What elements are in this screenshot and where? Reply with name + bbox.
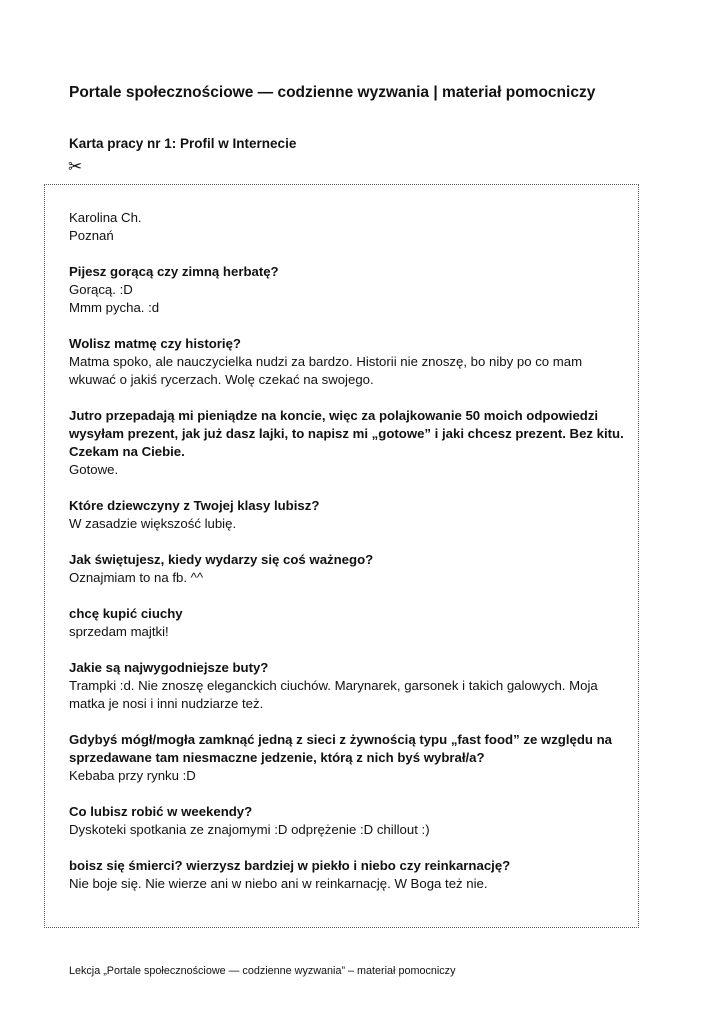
qa-item	[69, 263, 624, 317]
answer: W zasadzie większość lubię.	[69, 516, 237, 531]
question: chcę kupić ciuchy	[69, 606, 183, 621]
question: Co lubisz robić w weekendy?	[69, 804, 253, 819]
answer: sprzedam majtki!	[69, 624, 169, 639]
footer-text: Lekcja „Portale społecznościowe — codzienne wyzwania” – materiał pomocniczy	[69, 965, 456, 977]
question: Gdybyś mógł/mogła zamknąć jedną z sieci z żywnością typu „fast food” ze względu na sprzedawane tam niesmaczne jedzenie, którą z nich byś wybrał/a?	[69, 732, 613, 765]
answer: Oznajmiam to na fb. ^^	[69, 570, 204, 585]
question: Wolisz matmę czy historię?	[69, 336, 241, 351]
answer: Kebaba przy rynku :D	[69, 768, 196, 783]
question: Jak świętujesz, kiedy wydarzy się coś ważnego?	[69, 552, 374, 567]
answer: Matma spoko, ale nauczycielka nudzi za bardzo. Historii nie znoszę, bo niby po co mam wkuwać o jakiś rycerzach. Wolę czekać na swojego.	[69, 354, 583, 387]
qa-item	[69, 803, 624, 839]
worksheet-title: Karta pracy nr 1: Profil w Internecie	[69, 136, 297, 151]
qa-item	[69, 659, 624, 713]
qa-item	[69, 497, 624, 533]
question: Pijesz gorącą czy zimną herbatę?	[69, 264, 279, 279]
answer: Dyskoteki spotkania ze znajomymi :D odprężenie :D chillout :)	[69, 822, 430, 837]
question: Które dziewczyny z Twojej klasy lubisz?	[69, 498, 320, 513]
answer-line: Gorącą. :D	[69, 282, 133, 297]
qa-item	[69, 605, 624, 641]
qa-item	[69, 335, 624, 389]
question: Jutro przepadają mi pieniądze na koncie, więc za polajkowanie 50 moich odpowiedzi wysyłam prezent, jak już dasz lajki, to napisz mi „gotowe” i jaki chcesz prezent. Bez kitu. Czekam na Ciebie.	[69, 408, 624, 459]
answer-line: Mmm pycha. :d	[69, 300, 160, 315]
profile-card	[69, 209, 624, 893]
answer	[69, 281, 624, 317]
qa-item	[69, 731, 624, 785]
qa-item	[69, 551, 624, 587]
scissors-icon: ✂	[68, 157, 83, 177]
page-title: Portale społecznościowe — codzienne wyzwania | materiał pomocniczy	[69, 84, 596, 101]
qa-item	[69, 407, 624, 479]
profile-city: Poznań	[69, 228, 114, 243]
answer: Trampki :d. Nie znoszę eleganckich ciuchów. Marynarek, garsonek i takich galowych. Moja matka je nosi i inni nudziarze też.	[69, 678, 598, 711]
profile-name: Karolina Ch.	[69, 210, 142, 225]
answer: Gotowe.	[69, 462, 119, 477]
answer: Nie boje się. Nie wierze ani w niebo ani w reinkarnację. W Boga też nie.	[69, 876, 488, 891]
qa-item	[69, 857, 624, 893]
question: Jakie są najwygodniejsze buty?	[69, 660, 269, 675]
question: boisz się śmierci? wierzysz bardziej w piekło i niebo czy reinkarnację?	[69, 858, 511, 873]
